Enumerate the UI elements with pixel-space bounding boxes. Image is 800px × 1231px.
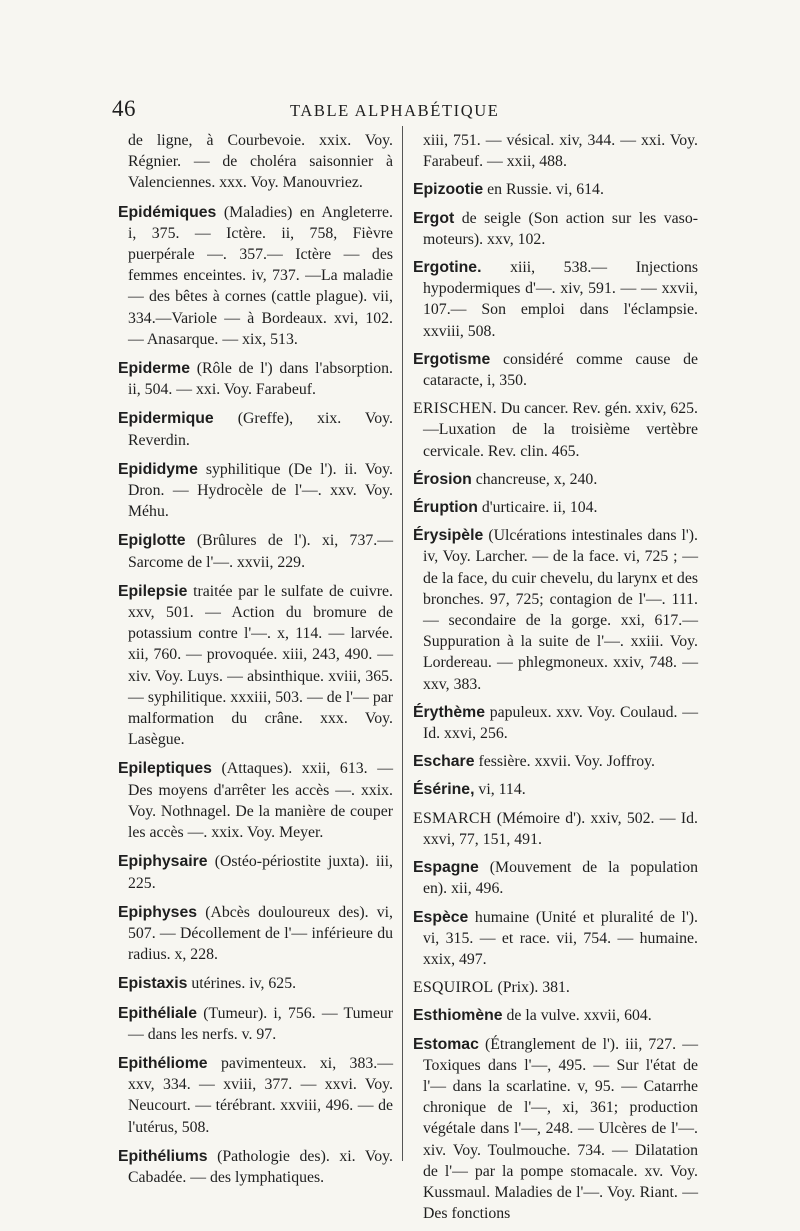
entry-headword: Epistaxis: [118, 975, 188, 993]
index-entry: [118, 358, 393, 400]
entry-text: en Russie. vi, 614.: [487, 181, 604, 199]
index-entry: [413, 208, 698, 250]
entry-text: xiii, 751. — vésical. xiv, 344. — xxi. Voy. Farabeuf. — xxii, 488.: [423, 132, 698, 171]
entry-text: (Maladies) en Angleterre. i, 375. — Ictère. ii, 758, Fièvre puerpérale —. 357.— Ictère — des femmes enceintes. iv, 737. —La maladie — des bêtes à cornes (cattle plague). vii, 334.—Variole — à Bordeaux. xvi, 102. — Anasarque. — xix, 513.: [128, 203, 393, 348]
index-entry: [413, 179, 698, 200]
index-entry: [118, 973, 393, 994]
column-divider: [402, 126, 403, 1161]
index-entry: [118, 1053, 393, 1138]
entry-headword: Érythème: [413, 703, 485, 721]
entry-headword: Epizootie: [413, 181, 484, 199]
page-header: [112, 96, 702, 126]
entry-text: syphilitique (De l'). ii. Voy. Dron. — Hydrocèle de l'—. xxv. Voy. Méhu.: [128, 460, 393, 521]
index-entry: [118, 902, 393, 966]
entry-headword: Epilepsie: [118, 582, 188, 600]
entry-headword: Estomac: [413, 1035, 479, 1053]
right-column: [413, 130, 698, 1231]
index-entry: [118, 408, 393, 450]
left-column: [118, 130, 393, 1196]
entry-headword: Eschare: [413, 753, 475, 771]
index-entry: [413, 907, 698, 971]
entry-text: (Mouvement de la population en). xii, 496.: [423, 859, 698, 898]
running-title: TABLE ALPHABÉTIQUE: [290, 101, 500, 120]
index-entry: [413, 257, 698, 342]
index-entry: [413, 779, 698, 800]
entry-text: (Tumeur). i, 756. — Tumeur — dans les nerfs. v. 97.: [128, 1004, 393, 1043]
index-entry: [118, 581, 393, 751]
entry-headword: Ergotisme: [413, 350, 491, 368]
entry-headword: Éruption: [413, 499, 478, 517]
index-entry: [118, 1003, 393, 1045]
entry-headword: Epithéliale: [118, 1004, 198, 1022]
index-entry: [413, 497, 698, 518]
index-entry: [118, 851, 393, 893]
index-entry: [118, 202, 393, 350]
index-entry: [413, 751, 698, 772]
entry-text: de seigle (Son action sur les vaso-moteurs). xxv, 102.: [423, 209, 698, 248]
entry-headword: Epiderme: [118, 360, 190, 378]
index-entry: [413, 808, 698, 850]
index-entry: [118, 130, 393, 194]
entry-headword: Érosion: [413, 470, 472, 488]
entry-headword: Epiphyses: [118, 903, 198, 921]
entry-headword: Epidermique: [118, 410, 214, 428]
index-entry: [413, 398, 698, 462]
entry-text: fessière. xxvii. Voy. Joffroy.: [478, 753, 655, 771]
entry-text: (Ostéo-périostite juxta). iii, 225.: [128, 853, 393, 892]
entry-text: papuleux. xxv. Voy. Coulaud. — Id. xxvi, 256.: [423, 703, 698, 743]
entry-text: (Attaques). xxii, 613. — Des moyens d'arrêter les accès —. xxix. Voy. Nothnagel. De la manière de couper les accès —. xxix. Voy. Meyer.: [128, 760, 393, 842]
index-entry: [413, 469, 698, 490]
entry-headword: Espagne: [413, 859, 479, 877]
index-entry: [413, 525, 698, 695]
entry-text: traitée par le sulfate de cuivre. xxv, 501. — Action du bromure de potassium contre l'—. x, 114. — larvée. xii, 760. — provoquée. xiii, 243, 490. — xiv. Voy. Luys. — absinthique. xviii, 365. — syphilitique. xxxiii, 503. — de l'— par malformation du crâne. xxx. Voy. Lasègue.: [128, 582, 393, 749]
entry-text: (Ulcérations intestinales dans l'). iv, Voy. Larcher. — de la face. vi, 725 ; — de la face, du cuir chevelu, du larynx et des bronches. 97, 725; contagion de l'—. 111. — secondaire de la gorge. xxi, 617.— Suppuration à la suite de l'—. xxiii. Voy. Lordereau. — phlegmoneux. xxiv, 748. — xxv, 383.: [423, 527, 698, 693]
entry-headword: Ergot: [413, 209, 455, 227]
entry-text: Du cancer. Rev. gén. xxiv, 625.—Luxation de la troisième vertèbre cervicale. Rev. clin. 465.: [423, 400, 698, 460]
entry-headword: Ergotine.: [413, 259, 482, 277]
entry-text: chancreuse, x, 240.: [475, 470, 598, 488]
entry-headword: ESMARCH: [413, 809, 492, 827]
entry-headword: Esthiomène: [413, 1007, 503, 1025]
entry-text: d'urticaire. ii, 104.: [481, 499, 598, 517]
index-entry: [413, 1005, 698, 1026]
entry-text: xiii, 538.— Injections hypodermiques d'—. xiv, 591. — — xxvii, 107.— Son emploi dans l'éclampsie. xxviii, 508.: [423, 259, 698, 340]
entry-headword: Epidémiques: [118, 203, 217, 221]
entry-headword: Ésérine,: [413, 781, 475, 799]
entry-text: (Prix). 381.: [497, 979, 570, 997]
entry-text: pavimenteux. xi, 383.— xxv, 334. — xviii, 377. — xxvi. Voy. Neucourt. — térébrant. xxviii, 496. — de l'utérus, 508.: [128, 1054, 393, 1136]
entry-text: humaine (Unité et pluralité de l'). vi, 315. — et race. vii, 754. — humaine. xxix, 497.: [423, 908, 698, 968]
index-entry: [118, 1146, 393, 1188]
entry-headword: ESQUIROL: [413, 979, 494, 997]
index-entry: [118, 758, 393, 843]
entry-text: (Abcès douloureux des). vi, 507. — Décollement de l'— inférieure du radius. x, 228.: [128, 903, 393, 964]
entry-text: (Pathologie des). xi. Voy. Cabadée. — des lymphatiques.: [128, 1147, 393, 1186]
index-entry: [413, 349, 698, 391]
index-entry: [413, 702, 698, 744]
entry-text: (Greffe), xix. Voy. Reverdin.: [128, 410, 393, 449]
index-entry: [413, 1034, 698, 1225]
index-entry: [413, 977, 698, 998]
entry-text: (Rôle de l') dans l'absorption. ii, 504. — xxi. Voy. Farabeuf.: [128, 360, 393, 399]
entry-text: (Brûlures de l'). xi, 737.— Sarcome de l'—. xxvii, 229.: [128, 532, 393, 571]
index-entry: [118, 459, 393, 523]
entry-text: (Mémoire d'). xxiv, 502. — Id. xxvi, 77, 151, 491.: [423, 809, 699, 848]
entry-text: (Étranglement de l'). iii, 727. — Toxiques dans l'—, 495. — Sur l'état de l'— dans la scarlatine. v, 95. — Catarrhe chronique de l'—, xi, 361; production végétale dans l'—, 248. — Ulcères de l'—. xiv. Voy. Toulmouche. 734. — Dilatation de l'— par la pompe stomacale. xv. Voy. Kussmaul. Maladies de l'—. Voy. Riant. — Des fonctions: [423, 1035, 699, 1223]
entry-headword: Espèce: [413, 908, 469, 926]
entry-headword: Epididyme: [118, 460, 198, 478]
entry-headword: Érysipèle: [413, 527, 484, 545]
entry-headword: Epiglotte: [118, 532, 186, 550]
entry-headword: ERISCHEN.: [413, 400, 497, 418]
entry-text: de la vulve. xxvii, 604.: [506, 1007, 652, 1025]
index-entry: [413, 857, 698, 899]
entry-headword: Epileptiques: [118, 760, 212, 778]
entry-text: utérines. iv, 625.: [191, 975, 297, 993]
index-entry: [118, 530, 393, 572]
page-number: 46: [112, 96, 136, 121]
entry-headword: Epithéliome: [118, 1054, 208, 1072]
entry-text: vi, 114.: [478, 781, 526, 799]
entry-headword: Epiphysaire: [118, 853, 208, 871]
entry-headword: Epithéliums: [118, 1147, 208, 1165]
entry-text: de ligne, à Courbevoie. xxix. Voy. Régnier. — de choléra saisonnier à Valenciennes. xxx. Voy. Manouvriez.: [128, 132, 393, 192]
entry-text: considéré comme cause de cataracte, i, 350.: [423, 350, 698, 390]
index-entry: [413, 130, 698, 172]
